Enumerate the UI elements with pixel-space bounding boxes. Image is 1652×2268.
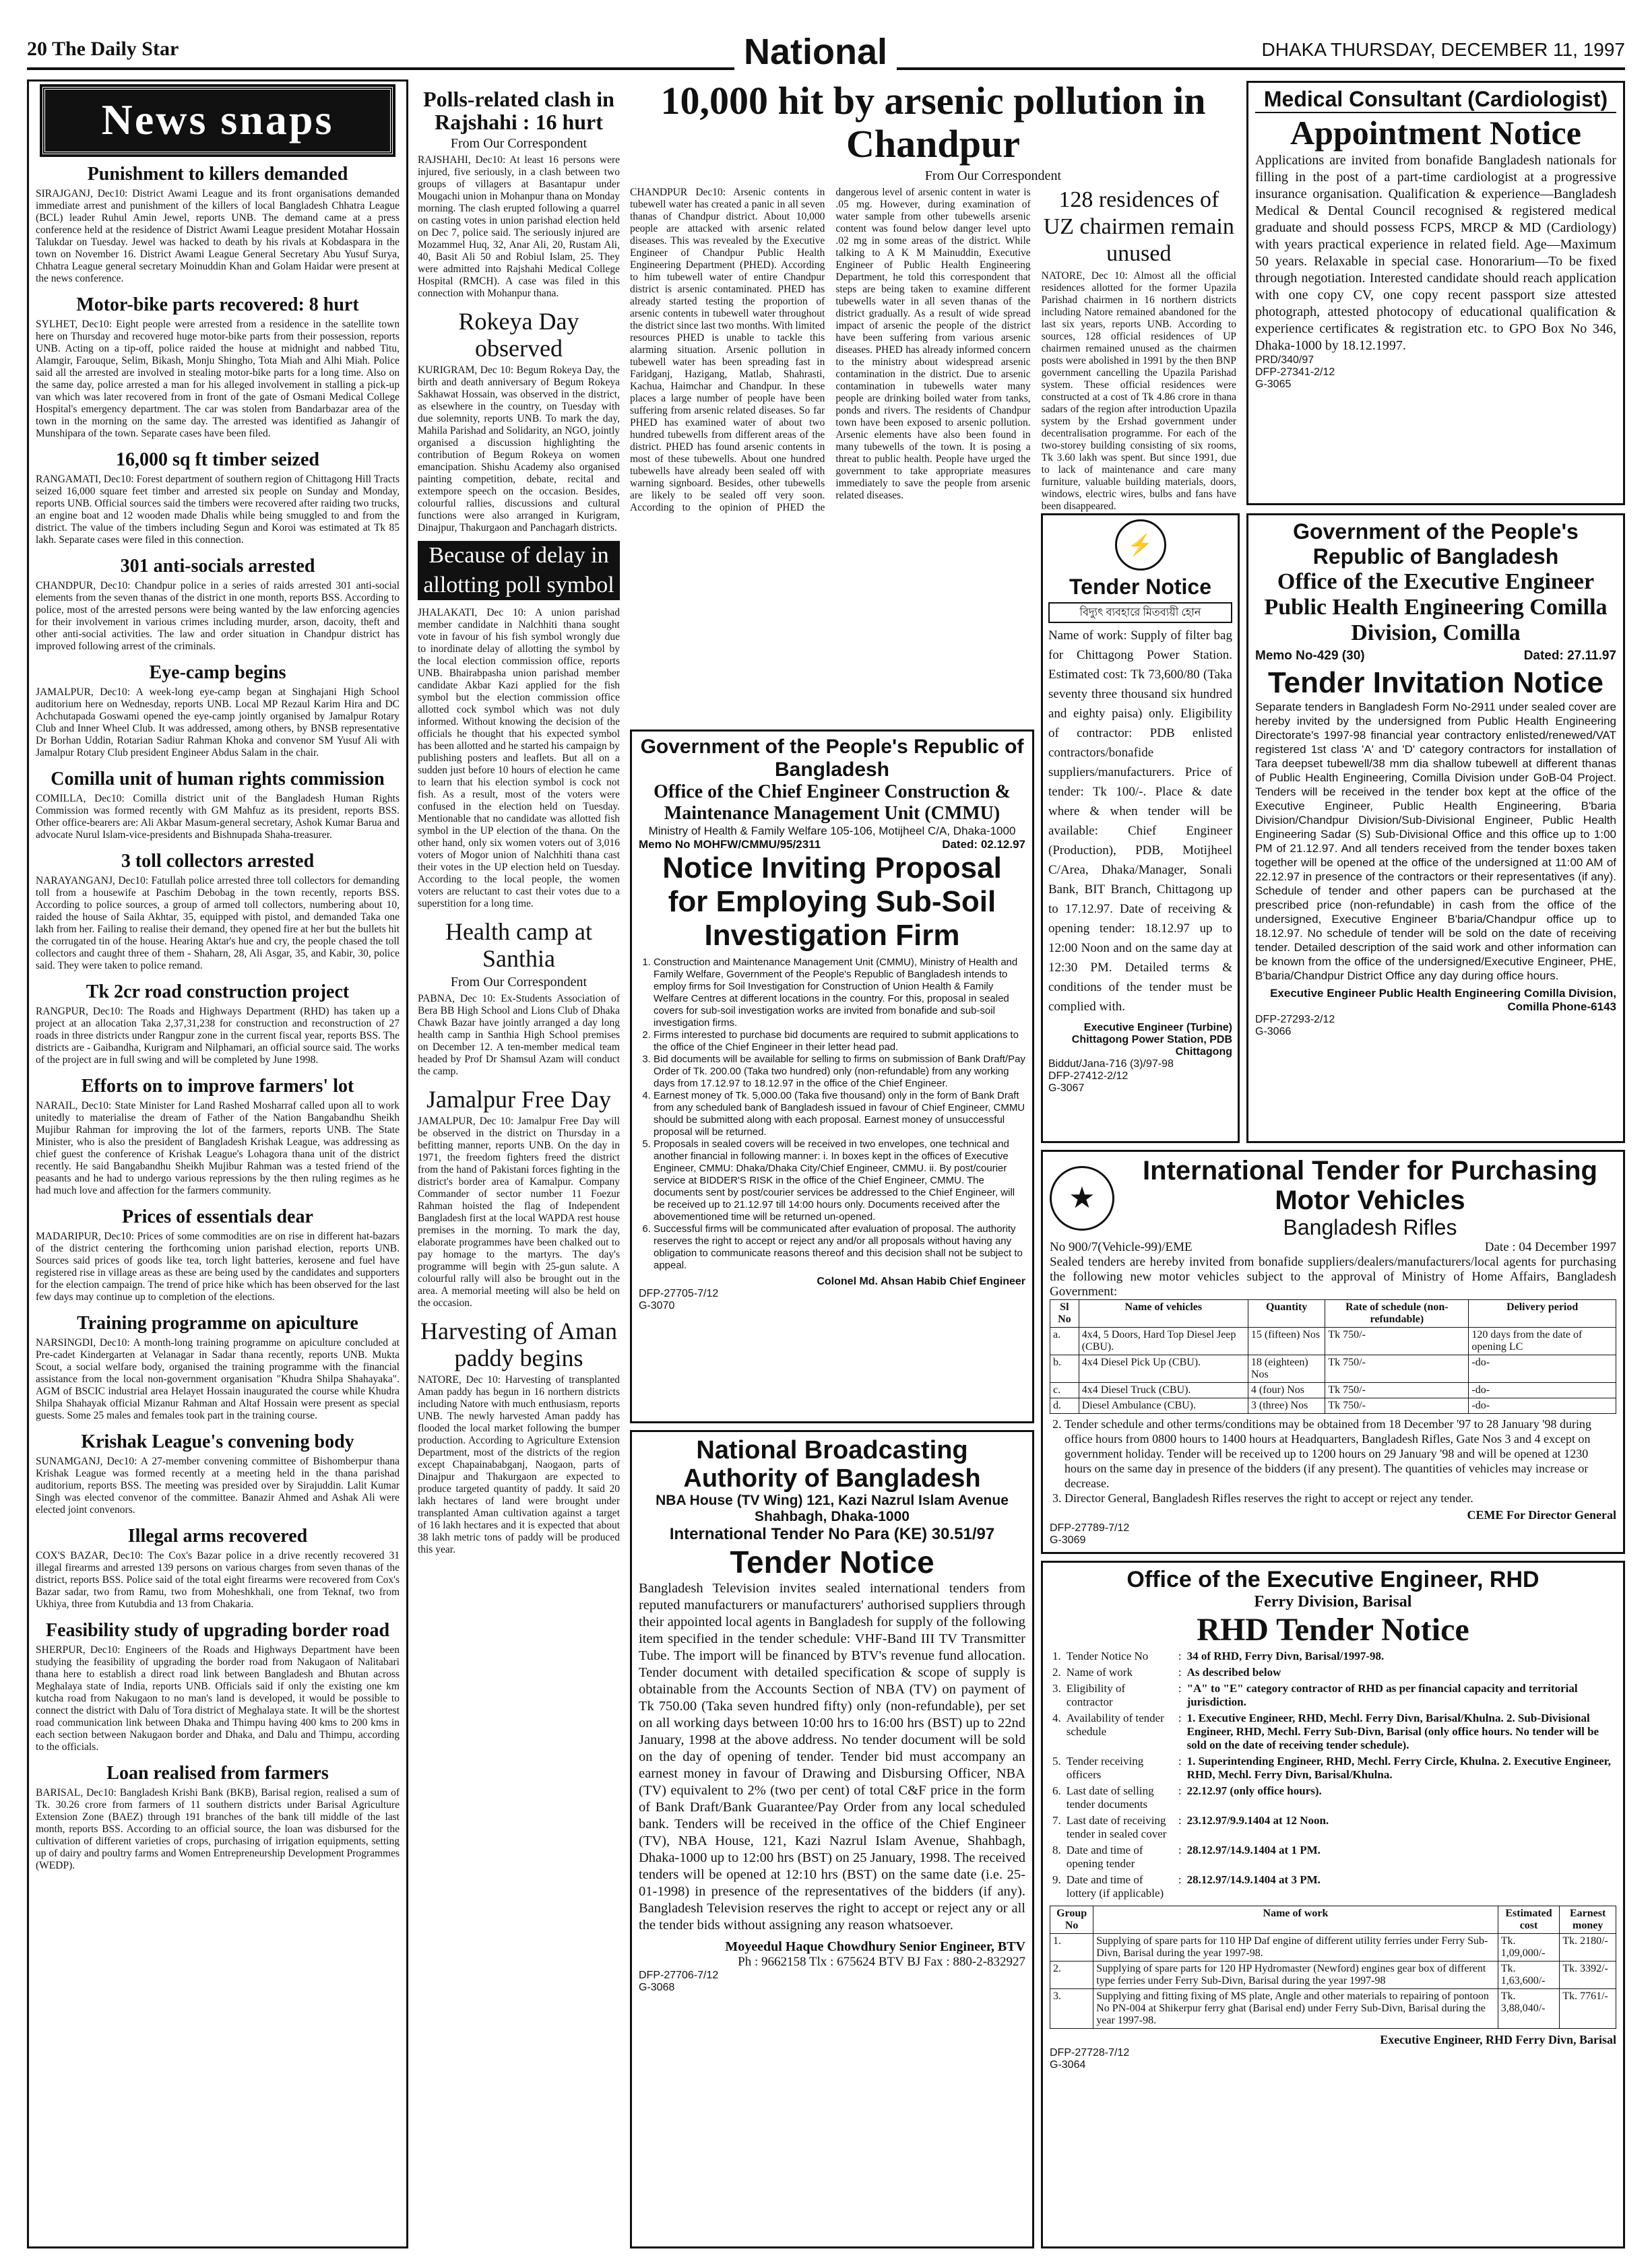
ad-phe-title: Tender Invitation Notice [1268, 666, 1603, 699]
ad-rhd-tender [1041, 1561, 1625, 2248]
ad-nba-title: National Broadcasting Authority of Bangladesh [683, 1436, 981, 1493]
ad-code: G-3069 [1050, 1534, 1086, 1546]
table-header: Name of work [1093, 1906, 1498, 1934]
ad-cmmu-codes [639, 1288, 1025, 1312]
ad-rifles-org: Bangladesh Rifles [1283, 1215, 1457, 1239]
ad-rifles-tender [1041, 1150, 1625, 1554]
aman-body: NATORE, Dec 10: Harvesting of transplanted Aman paddy has begun in 16 northern districts including Natore with much enthusiasm, reports UNB. The newly harvested Aman paddy has flooded the local market following the bumper production. According to Agriculture Extension Department, most of the districts of the region except Chapainababganj, Naogaon, parts of Dinajpur and Thakurgaon are expected to produce targeted quantity of paddy. It said 20 lakh hectares of land were brought under transplanted Aman cultivation against a target of 16 lakh hectares and it is expected that about 38 lakh metric tons of paddy will be produced this year. [418, 1374, 620, 1555]
ad-cmmu-notice [630, 730, 1034, 1423]
dateline: DHAKA THURSDAY, DECEMBER 11, 1997 [1261, 39, 1625, 60]
rhd-row [1050, 1664, 1616, 1681]
table-cell: d. [1050, 1398, 1079, 1414]
ad-pdb-tender [1041, 513, 1240, 1143]
table-row [1050, 1962, 1616, 1989]
ad-code: DFP-27293-2/12 [1255, 1014, 1335, 1025]
table-cell: Tk. 1,63,600/- [1498, 1962, 1560, 1989]
snap-headline: Eye-camp begins [149, 662, 286, 683]
ad-cmmu-dated: Dated: 02.12.97 [942, 838, 1025, 851]
ad-nba-tender [630, 1430, 1034, 2248]
uz-body: NATORE, Dec 10: Almost all the official residences allotted for the former Upazila Parishad chairmen in 16 northern districts including Natore remained abandoned for the last six years, reports UNB. According to sources, 128 official residences of UP chairmen remained unused as the chairmen posts were abolished in 1991 by the then BNP government cancelling the Upazila Parishad system. These official residences were constructed at a cost of Tk 4.86 crore in thana sadars of the region after introduction Upazila system by the Ershad government under decentralisation programme. For each of the two-storey building consisting of six rooms, Tk 3.60 lakh was spent. But since 1991, due to lack of maintenance and care many furniture, valuable building materials, doors, windows, electric wires, bulbs and fans have been disappeared. [1041, 270, 1236, 512]
rifles-vehicle-table [1050, 1299, 1616, 1414]
ad-nba-subtitle: Tender Notice [730, 1545, 934, 1580]
table-cell: 3 (three) Nos [1248, 1398, 1325, 1414]
table-row [1050, 1934, 1616, 1962]
table-header: Earnest money [1560, 1906, 1616, 1934]
rhd-row [1050, 1783, 1616, 1813]
rhd-cell: 6. [1052, 1784, 1061, 1797]
table-header: Name of vehicles [1079, 1300, 1248, 1328]
ad-rhd-division: Ferry Division, Barisal [1254, 1593, 1412, 1611]
ad-pdb-sign: Executive Engineer (Turbine) Chittagong Power Station, PDB Chittagong [1071, 1022, 1232, 1058]
ad-code: PRD/340/97 [1255, 354, 1314, 366]
table-cell: 4x4 Diesel Pick Up (CBU). [1079, 1355, 1248, 1383]
lead-byline: From Our Correspondent [924, 168, 1061, 183]
lead-headline: 10,000 hit by arsenic pollution in Chandpur [660, 79, 1206, 166]
table-cell: 1. [1050, 1934, 1093, 1962]
ad-phe-office: Office of the Executive Engineer Public Health Engineering Comilla Division, Comilla [1264, 569, 1608, 645]
rifles-emblem-icon: ★ [1050, 1166, 1114, 1231]
rhd-cell: 9. [1052, 1873, 1061, 1886]
rhd-cell: : [1178, 1682, 1182, 1695]
rhd-cell: : [1178, 1712, 1182, 1724]
table-row [1050, 1355, 1616, 1383]
ad-cmmu-memo: Memo No MOHFW/CMMU/95/2311 [639, 838, 821, 851]
ad-rhd-title: RHD Tender Notice [1197, 1612, 1469, 1648]
ad-phe-body: Separate tenders in Bangladesh Form No-2911 under sealed cover are hereby invited by the undersigned from Public Health Engineering Directorate's 1997-98 financial year contractory enlisted/renewed/VAT registered 1st class 'A' and 'D' category contractors for installation of Tara deepset tubewell/38 mm dia shallow tubewell at different thanas of Public Health Engineering, Comilla Division under GoB-04 Project. Tenders will be received in the tender box kept at the office of the Executive Engineer, Public Health Engineering, B'baria Division/Chandpur Division/Sub-Divisional Engineer, Public Health Engineering Sadar (S) Sub-Divisional Office and this office up to 1:00 PM of 21.12.97. And all tenders received from the tender boxes taken together will be opened at the office of the undersigned at 11:00 AM of 22.12.97 in presence of the contractors or their representatives (if any). Schedule of tender and other papers can be purchased at the prescribed price (non-refundable) in cash from the office of the undersigned, Executive Engineer B'baria/Chandpur office up to 18.12.97. No schedule of tender will be sold on the date of receiving tender. Detailed description of the said work and other information can be known from the office of the undersigned/Executive Engineer, PHE, B'baria/Chandpur District Office any day during office hours. [1255, 701, 1616, 982]
snap-body: SUNAMGANJ, Dec10: A 27-member convening committee of Bishomberpur thana Krishak League was formed recently at a meeting held in the thana parishad auditorium, reports BSS. The meeting was presided over by Sirajuddin. Lalit Kumar Singh was elected convenor of the committee. Banazir Ahmed and Ashak Ali were elected joint convenors. [36, 1456, 400, 1516]
table-cell: -do- [1469, 1383, 1616, 1398]
rhd-cell: 5. [1052, 1755, 1061, 1768]
ad-rhd-codes [1050, 2047, 1616, 2071]
news-snaps-box [27, 79, 408, 2248]
section-title: National [734, 31, 897, 73]
cmmu-item: 3. Bid documents will be available for selling to firms on submission of Bank Draft/Pay Order of Tk. 200.00 (Taka two hundred) only (non-refundable) from any working days from 17.12.97 to 18.12.97 in the office of the Chief Engineer. [654, 1054, 1025, 1090]
snap-body: JAMALPUR, Dec10: A week-long eye-camp began at Singhajani High School auditorium here on Wednesday, reports UNB. Local MP Rezaul Karim Hira and DC Achchutapada Goswami opened the eye-camp jointly organised by Jamalpur Rotary Club and Inner Wheel Club. It was addressed, among others, by BNSB representative Dr Borhan Uddin, Rotarian Sadiur Rahman Khoka and convenor SM Yusuf Ali with Jamalpur Rotary Club president Engineer Abdus Salam in the chair. [36, 686, 400, 758]
ad-rhd-office: Office of the Executive Engineer, RHD [1126, 1567, 1539, 1592]
rhd-row [1050, 1753, 1616, 1783]
table-header: Delivery period [1469, 1300, 1616, 1328]
ad-medical-body: Applications are invited from bonafide Bangladesh nationals for filling in the post of a part-time cardiologist at a progressive insurance organisation. Qualification & experience—Bangladesh Medical & Dental Council recognised & registered medical graduate and should possess FCPS, MRCP & MD (Cardiology) with years practical experience in related field. Age—Maximum 50 years. Relaxable in special case. Honorarium—To be fixed through negotiation. Interested candidate should reach application with one copy CV, one copy recent passport size attested photograph, attested photocopy of educational qualification & experience certificates & registration etc. to GPO Box No 346, Dhaka-1000 by 18.12.1997. [1255, 153, 1616, 353]
table-header: Sl No [1050, 1300, 1079, 1328]
rhd-cell: : [1178, 1650, 1182, 1662]
rhd-row [1050, 1872, 1616, 1902]
ad-code: DFP-27706-7/12 [639, 1970, 719, 1981]
rhd-cell: : [1178, 1666, 1182, 1679]
ad-code: Biddut/Jana-716 (3)/97-98 [1048, 1058, 1174, 1070]
ad-code: DFP-27705-7/12 [639, 1288, 719, 1299]
snap-body: RANGPUR, Dec10: The Roads and Highways Department (RHD) has taken up a project at an allocation Taka 2,37,31,238 for construction and reconstruction of 27 roads in three districts under Rangpur zone in the current fiscal year, reports BSS. The districts are - Gaibandha, Kurigram and Nilphamari, an official source said. The works of the project are in full swing and will be completed by June 1998. [36, 1006, 400, 1066]
ad-nba-sign: Moyeedul Haque Chowdhury Senior Engineer, BTV [725, 1939, 1025, 1954]
table-cell: 4 (four) Nos [1248, 1383, 1325, 1398]
news-snaps-list [36, 164, 400, 1872]
ad-nba-tender-no: International Tender No Para (KE) 30.51/97 [669, 1525, 995, 1543]
snap-body: SHERPUR, Dec10: Engineers of the Roads and Highways Department have been studying the feasibility of upgrading the border road from Nakugaon of Nalitabari thana here to establish a direct road link between Bangladesh and Bhutan across Meghalaya state of India, reports UNB. Officials said if only the existing one km kutcha road from Nakugaon to no man's land is developed, it would be possible to connect the district with Dalu of Tora district of Meghalaya state. It will be the shortest road communication link between Dhaka and Thimpu having 400 kms to 200 kms in each section between Nakugaon border and Dhaka, and Dalu and Thimpu, according to the officials. [36, 1644, 400, 1753]
snap-headline: Training programme on apiculture [77, 1313, 358, 1334]
ad-nba-codes [639, 1970, 1025, 1994]
cmmu-item: 4. Earnest money of Tk. 5,000.00 (Taka five thousand) only in the form of Bank Draft from any scheduled bank of Bangladesh issued in favour of Chief Engineer, CMMU should be submitted along with each proposal. Earnest money of unsuccessful proposal will be returned. [654, 1090, 1025, 1138]
ad-medical-subtitle: Appointment Notice [1290, 114, 1581, 152]
rokeya-headline: Rokeya Day observed [458, 308, 579, 362]
rhd-details [1050, 1648, 1616, 1902]
snap-headline: 3 toll collectors arrested [121, 851, 315, 872]
rhd-cell: Tender Notice No [1066, 1650, 1149, 1662]
snap-headline: Krishak League's convening body [81, 1431, 354, 1452]
ad-rifles-notes [1050, 1417, 1616, 1505]
rhd-cell: 8. [1052, 1844, 1061, 1856]
rhd-cell: 28.12.97/14.9.1404 at 1 PM. [1186, 1844, 1321, 1856]
snap-body: RANGAMATI, Dec10: Forest department of southern region of Chittagong Hill Tracts seized 16,000 square feet timber and arrested six people on Sunday and Monday, reports UNB. Official sources said the timbers were recovered after raiding two trucks, an engine boat and 12 wooden made Dhalis while being smuggled to and from the district. The value of the timbers including Segun and Koroi was estimated at Tk 85 lakh. Separate cases were filed in this connection. [36, 474, 400, 546]
ad-rifles-sign: CEME For Director General [1467, 1508, 1616, 1522]
aman-headline: Harvesting of Aman paddy begins [420, 1318, 617, 1371]
rhd-cell: As described below [1186, 1666, 1281, 1679]
ad-phe-memo: Memo No-429 (30) [1255, 649, 1365, 663]
snap-body: COX'S BAZAR, Dec10: The Cox's Bazar police in a drive recently recovered 31 illegal firearms and arrested 139 persons on various charges from seven thanas of the district, reports BSS. Police said of the total eight firearms were recovered from Cox's Bazar sadar, two from Ramu, two from Moheshkhali, one from Teknaf, two from Ukhiya, three from Kutubdia and 13 from Chakaria. [36, 1550, 400, 1610]
snap-body: SYLHET, Dec10: Eight people were arrested from a residence in the satellite town here on Thursday and recovered huge motor-bike parts from their possession, reports UNB. Acting on a tip-off, police raided the house at midnight and nabbed Titu, Alamgir, Farouque, Selim, Bikash, Monju Shingho, Tota Miah and Alhi Miah. Police said all the arrested are involved in stealing motor-bike parts for a long time. Also on the same day, police arrested a man for his alleged involvement in stalling a pick-up van which was later recovered from in front of the gate of Osmani Medical College Hospital's emergency department. The car was stolen from Bandarbazar area of the town in the morning on the same day. The arrested was identified as Jahangir of Munshipara of the town. Separate cases have been filed. [36, 319, 400, 439]
rhd-cell: Date and time of opening tender [1066, 1844, 1143, 1870]
snap-headline: 16,000 sq ft timber seized [116, 449, 319, 470]
table-cell: Supplying of spare parts for 110 HP Daf engine of different utility ferries under Ferry Sub-Divn, Barisal during the year 1997-98. [1093, 1934, 1498, 1962]
news-snaps-title: News snaps [42, 87, 393, 154]
cmmu-item: 2. Firms interested to purchase bid documents are required to submit applications to the office of the Chief Engineer in their letter head pad. [654, 1029, 1025, 1054]
ad-phe-sign: Executive Engineer Public Health Engineering Comilla Division, Comilla Phone-6143 [1270, 987, 1616, 1013]
snap-headline: Loan realised from farmers [106, 1763, 329, 1784]
cmmu-item: 5. Proposals in sealed covers will be received in two envelopes, one technical and another financial in following manner: i. In boxes kept in the offices of Executive Engineer, CMMU: Dhaka/Dhaka City/Chief Engineer, CMMU. ii. By post/courier service at BIDDER'S RISK in the office of the Chief Engineer, CMMU. The documents sent by post/courier services be addressed to the Chief Engineer, will be received up to 21.12.97 till 14:00 hours only. Documents received after the abovementioned time will be returned un-opened. [654, 1138, 1025, 1223]
rhd-cell: : [1178, 1784, 1182, 1797]
ad-nba-contact: Ph : 9662158 Tlx : 675624 BTV BJ Fax : 880-2-832927 [738, 1955, 1025, 1969]
table-cell: Supplying and fitting fixing of MS plate, Angle and other materials to repairing of pontoon No PN-004 at Shikerpur ferry ghat (Barisal end) under Ferry Sub-Divn, Barisal during the year 1997-98. [1093, 1989, 1498, 2029]
column-two [418, 79, 620, 2248]
ad-rhd-sign: Executive Engineer, RHD Ferry Divn, Barisal [1380, 2033, 1616, 2046]
snap-body: BARISAL, Dec10: Bangladesh Krishi Bank (BKB), Barisal region, realised a sum of Tk. 30.26 crore from farmers of 11 southern districts under Barisal Agriculture Extension Zone (BAEZ) through 191 branches of the bank till middle of the last month, reports BSS. According to an official source, the loan was disbursed for the cultivation of different varieties of crops, purchasing of irrigation equipments, setting up of dairy and poultry farms and Women Entrepreneurship Development Programmes (WEDP). [36, 1787, 400, 1871]
table-cell: Tk. 3,88,040/- [1498, 1989, 1560, 2029]
lead-body: CHANDPUR Dec10: Arsenic contents in tubewell water has created a panic in all seven thanas of Chandpur district. About 10,000 people are attacked with arsenic related diseases. This was revealed by the Executive Engineer of Chandpur Public Health Engineering Department (PHED). According to him tubewell water of entire Chandpur district is arsenic contaminated. PHED has already started testing the proportion of arsenic contents in tubewell water throughout the district since last two months. With limited resources PHED is unable to tackle this alarming situation. Arsenic pollution in tubewell water has been spreading fast in Faridganj, Hazigang, Matlab, Shahrasti, Kachua, Haimchar and Chandpur. In these places a large number of people have been suffering from arsenic related diseases. So far PHED has examined water of about two hundred tubewells from different areas of the district. PHED has found arsenic contents in most of these tubewells. About one hundred tubewells have already been sealed off with warning signboard. Besides, other tubewells are likely to be sealed off very soon. According to the opinion of PHED the dangerous level of arsenic content in water is .05 mg. However, during examination of water sample from other tubewells arsenic content was found below danger level upto .02 mg in some areas of the district. While talking to A K M Mainuddin, Executive Engineer of Public Health Engineering Department, he told this correspondent that steps are being taken to examine different tubewells water in all seven thanas of the district gradually. As a result of wide spread impact of arsenic the people of the district have been suffering from various arsenic diseases. PHED has already informed concern to the ministry about widespread arsenic contamination in the district. Due to arsenic contamination in tubewells water many people are drinking boiled water from tanks, ponds and rivers. The residents of Chandpur town have been exposed to arsenic pollution. Arsenic elements have also been found in many tubewells of the town. It is posing a threat to public health. People have urged the government to take appropriate measures immediately to save the people from arsenic related diseases. [630, 187, 1031, 513]
ad-cmmu-title: Notice Inviting Proposal for Employing Sub-Soil Investigation Firm [662, 851, 1002, 952]
rhd-cell: Last date of selling tender documents [1066, 1784, 1154, 1811]
table-cell: b. [1050, 1355, 1079, 1383]
rhd-cell: : [1178, 1755, 1182, 1768]
rhd-row [1050, 1813, 1616, 1842]
rhd-cell: Eligibility of contractor [1066, 1682, 1126, 1708]
table-row [1050, 1398, 1616, 1414]
rhd-cell: 2. [1052, 1666, 1061, 1679]
rhd-cell: Date and time of lottery (if applicable) [1066, 1873, 1164, 1900]
snap-headline: Illegal arms recovered [127, 1526, 308, 1547]
ad-code: G-3064 [1050, 2059, 1086, 2071]
ad-rifles-intro: Sealed tenders are hereby invited from bonafide suppliers/dealers/manufacturers/local agents for purchasing the following new motor vehicles subject to the approval of Ministry of Home Affairs, Bangladesh Government: [1050, 1255, 1616, 1299]
table-row [1050, 1383, 1616, 1398]
snap-body: SIRAJGANJ, Dec10: District Awami League and its front organisations demanded immediate arrest and punishment of the killers of local Bangladesh Chhatra League (BCL) leader Ruhul Amin Jewel, reports UNB. The demand came at a press conference held at the residence of District Awami League president Motahar Hossain Talukdar on Tuesday. Jewel was hacked to death by his rivals at Kobdaspara in the town on November 16. District Awami League General Secretary Abu Yusuf Surya, Chhatra League general secretary Moinuddin Khan and Golam Haidar were present at the news conference. [36, 188, 400, 284]
snap-headline: Tk 2cr road construction project [86, 981, 350, 1002]
ad-nba-body: Bangladesh Television invites sealed international tenders from reputed manufacturers or manufacturers' authorised suppliers through their appointed local agents in Bangladesh for supply of the following item specified in the tender schedule: VHF-Band III TV Transmitter Tube. The import will be financed by BTV's revenue fund allocation. Tender document with detailed specification & scope of supply is obtainable from the Accounts Section of NBA (TV) on payment of Tk 750.00 (Taka seven hundred fifty) only (non-refundable), per set on all working days between 10:00 hrs to 16:00 hrs (BST) up to 22nd January, 1998 at the above address. No tender document will be sold on the day of opening of tender. Tender bid must accompany an earnest money in favour of Drawing and Disbursing Officer, NBA (TV) equivalent to 2% (two per cent) of total C&F price in the form of Bank Draft/Bank Guarantee/Pay Order from any local scheduled bank. Tenders will be received in the office of the Chief Engineer (TV), NBA House, 121, Kazi Nazrul Islam Avenue, Shahbagh, Dhaka-1000 up to 12:00 hrs (BST) on 25 January, 1998. The received tenders will be opened at 12:10 hrs (BST) on the same date (i.e. 25-01-1998) in presence of the representatives of the bidders (if any). Bangladesh Television reserves the right to accept or reject any or all the tender bids without assigning any reason whatsoever. [639, 1581, 1025, 1933]
rhd-cell: 34 of RHD, Ferry Divn, Barisal/1997-98. [1186, 1650, 1385, 1662]
table-cell: 2. [1050, 1962, 1093, 1989]
snap-body: NARAYANGANJ, Dec10: Fatullah police arrested three toll collectors for demanding toll from a housewife at Paschim Debobag in the town recently, reports BSS. According to police sources, a group of armed toll collectors, numbering about 10, raided the house of Saila Akhtar, 35, equipped with pistol, and demanded Taka one lakh from her. Failing to realise their demand, they opened fire at her but the bullets hit the corrugated tin of the house. Hearing Aktar's hue and cry, the people chased the toll collectors and caught three of them - Shaharn, 28, Ali Asgar, 35, and Kabir, 30, police said. They were taken to police remand. [36, 875, 400, 971]
rhd-works-table [1050, 1906, 1616, 2029]
ad-rifles-no: No 900/7(Vehicle-99)/EME [1050, 1240, 1193, 1254]
health-byline: From Our Correspondent [450, 975, 587, 990]
ad-code: DFP-27412-2/12 [1048, 1070, 1129, 1082]
ad-cmmu-ministry: Ministry of Health & Family Welfare 105-106, Motijheel C/A, Dhaka-1000 [648, 824, 1016, 837]
table-cell: Supplying of spare parts for 120 HP Hydromaster (Newford) engines gear box of different type ferries under Ferry Sub-Divn, Barisal during the year 1997-98 [1093, 1962, 1498, 1989]
table-cell: Tk 750/- [1325, 1398, 1469, 1414]
ad-pdb-slogan: বিদ্যুৎ ব্যবহারে মিতব্যয়ী হোন [1048, 602, 1232, 623]
health-headline: Health camp at Santhia [445, 918, 592, 972]
ad-code: DFP-27728-7/12 [1050, 2047, 1130, 2059]
ad-code: G-3065 [1255, 379, 1292, 390]
ad-code: DFP-27341-2/12 [1255, 366, 1335, 378]
polls-byline: From Our Correspondent [450, 136, 587, 151]
rhd-cell: : [1178, 1873, 1182, 1886]
table-cell: c. [1050, 1383, 1079, 1398]
ad-pdb-codes [1048, 1058, 1232, 1095]
health-body: PABNA, Dec 10: Ex-Students Association of Bera BB High School and Lions Club of Dhaka Chawk Bazar have jointly arranged a day long health camp in Santhia High School premises on December 12. A ten-member medical team headed by Prof Dr Shamsul Azam will conduct the camp. [418, 993, 620, 1077]
cmmu-item: 6. Successful firms will be communicated after evaluation of proposal. The authority reserves the right to accept or reject any and/or all proposals without having any obligation to communicate reasons thereof and this decision shall not be subject to appeal. [654, 1223, 1025, 1272]
polls-body: RAJSHAHI, Dec10: At least 16 persons were injured, five seriously, in a clash between two groups of villagers at Basantapur under Mougachi union in Mohanpur thana on Monday morning. The clash erupted following a quarrel on casting votes in union parishad election held on Dec 7, police said. The seriously injured are Mozammel Huq, 32, Anar Ali, 20, Rustam Ali, 40, Basit Ali 50 and Robiul Islam, 25. They were admitted into Rajshahi Medical College Hospital (RMCH). A case was filed in this connection with Mohanpur thana. [418, 154, 620, 299]
ad-code: G-3066 [1255, 1026, 1292, 1037]
snap-body: COMILLA, Dec10: Comilla district unit of the Bangladesh Human Rights Commission was formed recently with GM Mahfuz as its president, reports BSS. Other office-bearers are: Ali Akbar Masum-general secretary, Ashok Kumar Barua and advocate Nurul Islam-vice-presidents and Bishnupada Shaha-treasurer. [36, 793, 400, 841]
snap-body: CHANDPUR, Dec10: Chandpur police in a series of raids arrested 301 anti-social elements from the seven thanas of the district in one month, reports BSS. According to police, most of the arrested persons were being wanted by the law enforcing agencies for their involvement in various crimes including murder, arson, dacoity, theft and other anti-social activities. The law and order situation in Chandpur district has improved following arrest of the criminals. [36, 580, 400, 652]
snap-headline: Punishment to killers demanded [87, 164, 348, 185]
rhd-cell: Tender receiving officers [1066, 1755, 1144, 1781]
ad-phe-codes [1255, 1014, 1616, 1038]
delay-headline: Because of delay in allotting poll symbol [418, 541, 620, 600]
rhd-cell: Availability of tender schedule [1066, 1712, 1164, 1738]
table-header: Rate of schedule (non-refundable) [1325, 1300, 1469, 1328]
table-cell: 3. [1050, 1989, 1093, 2029]
table-cell: 4x4, 5 Doors, Hard Top Diesel Jeep (CBU). [1079, 1328, 1248, 1355]
snap-headline: Prices of essentials dear [122, 1206, 313, 1227]
table-cell: Tk. 1,09,000/- [1498, 1934, 1560, 1962]
ad-pdb-body: Name of work: Supply of filter bag for Chittagong Power Station. Estimated cost: Tk 73,600/80 (Taka seventy three thousand six hundred and eighty paisa) only. Eligibility of contractor: PDB enlisted contractors/bonafide suppliers/manufacturers. Price of tender: Tk 100/-. Place & date where & when tender will be available: Chief Engineer (Production), PDB, Motijheel C/Area, Dhaka/Manager, Sonali Bank, BIT Branch, Chittagong up to 17.12.97. Date of receiving & opening tender: 18.12.97 up to 12:00 Noon and on the same day at 12:30 PM. Detailed terms & conditions of the tender must be complied with. [1048, 628, 1232, 1014]
table-row [1050, 1328, 1616, 1355]
rhd-cell: 1. [1052, 1650, 1061, 1662]
ad-phe-tender [1246, 513, 1625, 1143]
rhd-cell: 23.12.97/9.9.1404 at 12 Noon. [1186, 1814, 1329, 1827]
ad-cmmu-items [639, 957, 1025, 1272]
rhd-cell: 1. Superintending Engineer, RHD, Mechl. Ferry Circle, Khulna. 2. Executive Engineer, RHD, Mechl. Ferry Divn, Barisal/Khulna. [1186, 1755, 1611, 1781]
snap-body: MADARIPUR, Dec10: Prices of some commodities are on rise in different hat-bazars of the district centering the forthcoming union parishad election, reports UNB. Sources said prices of goods like tea, torch light batteries, kerosene and fuel have registered rise in village areas as these are being used by the candidates and supporters for the election campaign. The trend of price hike which has been observed for the last few days may continue up to completion of the elections. [36, 1231, 400, 1303]
rifles-note: 2. Tender schedule and other terms/conditions may be obtained from 18 December '97 to 28 January '98 during office hours from 0800 hours to 1400 hours at Headquarters, Bangladesh Rifles, Gate Nos 3 and 4 except on government holiday. Tender will be received up to 1200 hours on 29 January '98 and will be opened at 1230 hours on the same day in presence of the bidders (if any present). The quantities of vehicles may increase or decrease. [1065, 1417, 1616, 1491]
table-cell: Tk. 2180/- [1560, 1934, 1616, 1962]
rhd-row [1050, 1710, 1616, 1753]
rhd-cell: : [1178, 1844, 1182, 1856]
table-header: Quantity [1248, 1300, 1325, 1328]
table-cell: Tk 750/- [1325, 1383, 1469, 1398]
polls-headline: Polls-related clash in Rajshahi : 16 hurt [423, 87, 614, 134]
table-cell: 18 (eighteen) Nos [1248, 1355, 1325, 1383]
jamalpur-headline: Jamalpur Free Day [426, 1086, 611, 1113]
snap-headline: Comilla unit of human rights commission [51, 769, 385, 789]
ad-rifles-codes [1050, 1522, 1616, 1547]
table-cell: Tk 750/- [1325, 1328, 1469, 1355]
ad-nba-address: NBA House (TV Wing) 121, Kazi Nazrul Islam Avenue Shahbagh, Dhaka-1000 [656, 1493, 1009, 1524]
ad-pdb-title: Tender Notice [1069, 575, 1211, 599]
rokeya-body: KURIGRAM, Dec 10: Begum Rokeya Day, the birth and death anniversary of Begum Rokeya Sakhawat Hossain, was observed in the district, as elsewhere in the country, on Tuesday with due solemnity, reports UNB. To mark the day, Mahila Parishad and Solidarity, an NGO, jointly organised a discussion highlighting the contribution of Begum Rokeya on women emancipation. Shishu Academy also organised painting competition, debate, recital and extempore speech on the occasion. Besides, colourful rallies, discussions and cultural functions were also arranged in Kurigram, Dinajpur, Thakurgaon and Panchagarh districts. [418, 364, 620, 533]
table-cell: -do- [1469, 1355, 1616, 1383]
table-cell: 4x4 Diesel Truck (CBU). [1079, 1383, 1248, 1398]
ad-cmmu-office: Office of the Chief Engineer Construction & Maintenance Management Unit (CMMU) [654, 781, 1011, 824]
rhd-cell: 7. [1052, 1814, 1061, 1827]
ad-cmmu-sign: Colonel Md. Ahsan Habib Chief Engineer [817, 1276, 1025, 1287]
table-cell: a. [1050, 1328, 1079, 1355]
snap-headline: Feasibility study of upgrading border road [45, 1620, 390, 1641]
table-cell: -do- [1469, 1398, 1616, 1414]
snap-body: NARSINGDI, Dec10: A month-long training programme on apiculture concluded at Pre-cadet Kindergarten at Velanagar in Sadar thana recently, reports UNB. Mukta Scout, a social welfare body, organised the training programme with the financial assistance from the local non-government organisation "Khudra Shilpa Shahayaka". AGM of BSCIC industrial area Helayet Hossain inaugurated the course while Khudra Shilpa Shahayak official Mizanur Rahman and Altaf Hossain were present as special guests. Some 25 males and females took part in the training course. [36, 1337, 400, 1421]
ad-cmmu-gov: Government of the People's Republic of Bangladesh [640, 736, 1024, 781]
rhd-cell: 28.12.97/14.9.1404 at 3 PM. [1186, 1873, 1321, 1886]
uz-headline: 128 residences of UZ chairmen remain unused [1043, 187, 1234, 266]
snap-headline: Motor-bike parts recovered: 8 hurt [76, 294, 359, 315]
ad-phe-dated: Dated: 27.11.97 [1523, 649, 1616, 663]
rhd-cell: 22.12.97 (only office hours). [1186, 1784, 1322, 1797]
snap-headline: Efforts on to improve farmers' lot [81, 1076, 354, 1097]
ad-rifles-title: International Tender for Purchasing Motor Vehicles [1143, 1156, 1597, 1215]
ad-code: DFP-27789-7/12 [1050, 1522, 1130, 1534]
table-cell: Tk. 7761/- [1560, 1989, 1616, 2029]
ad-code: G-3067 [1048, 1082, 1085, 1094]
rhd-row [1050, 1842, 1616, 1872]
masthead [27, 34, 1625, 70]
ad-medical-codes [1255, 354, 1616, 391]
rifles-note: 3. Director General, Bangladesh Rifles reserves the right to accept or reject any tender. [1065, 1491, 1616, 1505]
rhd-row [1050, 1648, 1616, 1664]
pdb-emblem-icon: ⚡ [1115, 519, 1166, 571]
table-cell: 120 days from the date of opening LC [1469, 1328, 1616, 1355]
jamalpur-body: JAMALPUR, Dec 10: Jamalpur Free Day will be observed in the district on Thursday in a befitting manner, reports UNB. On the day in 1971, the freedom fighters freed the district from the hand of Pakistani forces fighting in the district's border area of Kamalpur. Company Commander of sector number 11 Foezur Rahman hoisted the flag of Independent Bangladesh first at the local WAPDA rest house premises in the morning. To mark the day, elaborate programmes have been chalked out to pay homage to the martyrs. The day's programme will begin with 25-gun salute. A colourful rally will also be brought out in the area. A memorial meeting will also be held on the occasion. [418, 1115, 620, 1309]
ad-medical-consultant [1246, 81, 1625, 505]
page-number: 20 The Daily Star [27, 38, 179, 60]
rhd-cell: "A" to "E" category contractor of RHD as per financial capacity and territorial jurisdiction. [1186, 1682, 1578, 1708]
table-cell: 15 (fifteen) Nos [1248, 1328, 1325, 1355]
rhd-row [1050, 1681, 1616, 1710]
ad-rifles-date: Date : 04 December 1997 [1484, 1240, 1616, 1254]
rhd-cell: : [1178, 1814, 1182, 1827]
ad-code: G-3068 [639, 1982, 675, 1993]
snap-body: NARAIL, Dec10: State Minister for Land Rashed Mosharraf called upon all to work unitedly to materialise the dream of Father of the Nation Bangabandhu Sheikh Mujibur Rahman for improving the lot of the farmers, reports UNB. The State Minister, who is also the president of Bangladesh Krishak League, was addressing as chief guest the conference of Krishak League's Lohagora thana unit of the district recently. He said Bangabandhu Sheikh Mujibur Rahman was a tested friend of the peasants and he had to undergo various repressions by the then ruling regimes as he had much love and affection for the farmers community. [36, 1100, 400, 1196]
ad-phe-gov: Government of the People's Republic of Bangladesh [1293, 519, 1579, 569]
rhd-cell: 3. [1052, 1682, 1061, 1695]
table-header: Estimated cost [1498, 1906, 1560, 1934]
rhd-cell: Name of work [1066, 1666, 1133, 1679]
ad-code: G-3070 [639, 1300, 675, 1311]
rhd-cell: 1. Executive Engineer, RHD, Mechl. Ferry Divn, Barisal/Khulna. 2. Sub-Divisional Engineer, RHD, Mechl. Ferry Sub-Divn, Barisal (only office hours. No tender will be sold on the date of receiving tender schedule). [1186, 1712, 1599, 1751]
snap-headline: 301 anti-socials arrested [120, 556, 315, 577]
rhd-cell: Last date of receiving tender in sealed cover [1066, 1814, 1167, 1840]
table-cell: Tk 750/- [1325, 1355, 1469, 1383]
table-cell: Tk. 3392/- [1560, 1962, 1616, 1989]
cmmu-item: 1. Construction and Maintenance Management Unit (CMMU), Ministry of Health and Family Welfare, Government of the People's Republic of Bangladesh intends to employ firms for Soil Investigation for Construction of Union Health & Family Welfare Centres at different locations in the country. For this, proposal in sealed covers for sub-soil investigation works are invited from bonafide and sub-soil investigation firms. [654, 957, 1025, 1029]
delay-body: JHALAKATI, Dec 10: A union parishad member candidate in Nalchhiti thana sought vote in favour of his fish symbol wrongly due to inordinate delay of allotting the symbol by the local election commission office, reports UNB. Bhairabpasha union parishad member candidate Akbar Kazi applied for the fish symbol but the election commission office allotted cock symbol which was not duly informed. Without knowing the decision of the officials he thought that his expected symbol has been allotted and he started his campaign by publishing posters and leaflets. But all on a sudden just before 10 hours of election he came to learn that his election symbol is cock not fish. As a result, most of the voters were confused in the election held on Tuesday. Mentionable that no candidate was allotted fish symbol in the UP election of the thana. On the other hand, only six women voters out of 3,016 voters of Mogor union of Nalchhiti thana cast their votes in the UP election held on Tuesday. According to the local people, the women voters are reluctant to cast their votes due to a superstition for a long time. [418, 607, 620, 909]
ad-medical-title: Medical Consultant (Cardiologist) [1255, 87, 1616, 113]
table-row [1050, 1989, 1616, 2029]
table-header: Group No [1050, 1906, 1093, 1934]
table-cell: Diesel Ambulance (CBU). [1079, 1398, 1248, 1414]
rhd-cell: 4. [1052, 1712, 1061, 1724]
